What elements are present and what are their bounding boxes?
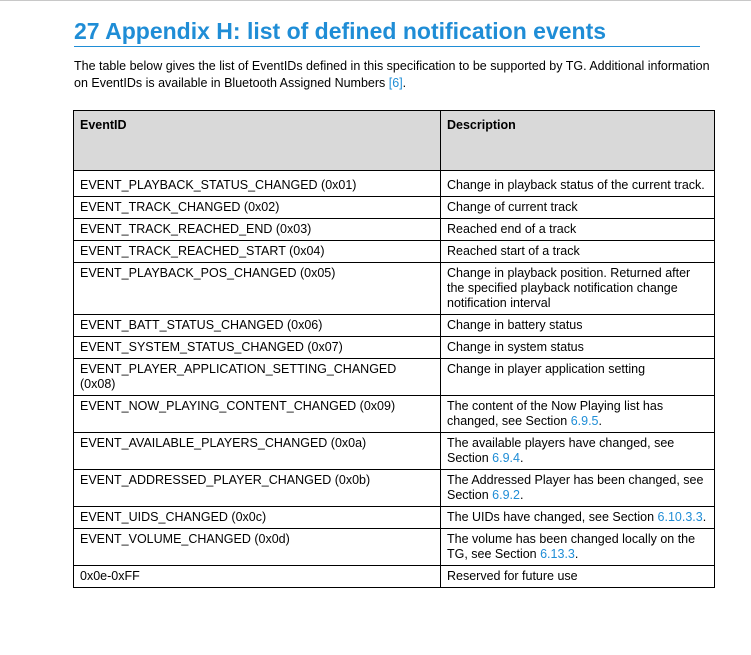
table-row (74, 315, 715, 337)
event-id-cell: EVENT_UIDS_CHANGED (0x0c) (74, 507, 441, 529)
description-cell (441, 470, 715, 507)
intro-paragraph (74, 58, 714, 92)
event-id-cell: EVENT_BATT_STATUS_CHANGED (0x06) (74, 315, 441, 337)
table-row (74, 337, 715, 359)
intro-reference-link[interactable]: [6] (388, 76, 403, 90)
event-id-cell: EVENT_TRACK_REACHED_END (0x03) (74, 219, 441, 241)
event-id-cell: EVENT_TRACK_CHANGED (0x02) (74, 197, 441, 219)
description-cell (441, 359, 715, 396)
event-id-cell: EVENT_ADDRESSED_PLAYER_CHANGED (0x0b) (74, 470, 441, 507)
table-row (74, 241, 715, 263)
page-top-rule (0, 0, 751, 1)
event-id-cell: EVENT_NOW_PLAYING_CONTENT_CHANGED (0x09) (74, 396, 441, 433)
description-text: Reached start of a track (447, 244, 580, 258)
description-end: . (519, 488, 524, 502)
event-id-cell: EVENT_VOLUME_CHANGED (0x0d) (74, 529, 441, 566)
table-row (74, 470, 715, 507)
intro-end: . (402, 76, 407, 90)
table-row (74, 171, 715, 197)
event-id-cell: EVENT_PLAYBACK_POS_CHANGED (0x05) (74, 263, 441, 315)
description-text: Reached end of a track (447, 222, 577, 236)
description-cell (441, 507, 715, 529)
table-row (74, 263, 715, 315)
description-cell (441, 241, 715, 263)
description-cell (441, 219, 715, 241)
header-eventid: EventID (74, 111, 441, 171)
section-reference-link[interactable]: 6.9.2 (492, 488, 520, 502)
description-cell (441, 529, 715, 566)
section-reference-link[interactable]: 6.13.3 (540, 547, 575, 561)
table-row (74, 219, 715, 241)
description-end: . (574, 547, 579, 561)
description-text: Change in player application setting (447, 362, 646, 376)
description-text: The UIDs have changed, see Section (447, 510, 658, 524)
description-end: . (598, 414, 602, 428)
intro-text: The table below gives the list of EventIDs defined in this specification to be supported by TG. Additional information on EventIDs is available in Bluetooth Assigned Numbers (74, 59, 710, 90)
description-cell (441, 433, 715, 470)
event-ids-table (73, 110, 715, 588)
event-id-cell: EVENT_SYSTEM_STATUS_CHANGED (0x07) (74, 337, 441, 359)
table-row (74, 529, 715, 566)
section-reference-link[interactable]: 6.9.5 (570, 414, 599, 428)
section-heading: 27 Appendix H: list of defined notification events (74, 18, 607, 44)
description-end: . (519, 451, 524, 465)
description-end: . (702, 510, 707, 524)
table-row (74, 359, 715, 396)
description-cell (441, 315, 715, 337)
description-cell (441, 396, 715, 433)
description-text: The available players have changed, see Section (447, 436, 675, 465)
description-text: Change in playback position. Returned after the specified playback notification change notification interval (447, 266, 691, 310)
description-cell (441, 263, 715, 315)
table-row (74, 566, 715, 588)
table-row (74, 433, 715, 470)
description-text: The volume has been changed locally on the TG, see Section (447, 532, 696, 561)
description-cell (441, 337, 715, 359)
event-id-cell: EVENT_PLAYBACK_STATUS_CHANGED (0x01) (74, 171, 441, 197)
description-cell (441, 171, 715, 197)
description-text: Change in system status (447, 340, 584, 354)
table-row (74, 197, 715, 219)
description-cell (441, 566, 715, 588)
description-text: The content of the Now Playing list has changed, see Section (447, 399, 664, 428)
event-id-cell: EVENT_PLAYER_APPLICATION_SETTING_CHANGED (0x08) (74, 359, 441, 396)
description-text: Change in playback status of the current track. (447, 178, 705, 192)
description-text: Reserved for future use (447, 569, 578, 583)
table-row (74, 507, 715, 529)
table-row (74, 396, 715, 433)
event-id-cell: EVENT_AVAILABLE_PLAYERS_CHANGED (0x0a) (74, 433, 441, 470)
section-reference-link[interactable]: 6.10.3.3 (657, 510, 703, 524)
header-description: Description (441, 111, 715, 171)
table-header-row (74, 111, 715, 171)
description-text: Change in battery status (447, 318, 583, 332)
description-cell (441, 197, 715, 219)
section-reference-link[interactable]: 6.9.4 (492, 451, 520, 465)
description-text: The Addressed Player has been changed, see Section (447, 473, 704, 502)
description-text: Change of current track (447, 200, 578, 214)
heading-underline (74, 46, 700, 47)
event-id-cell: EVENT_TRACK_REACHED_START (0x04) (74, 241, 441, 263)
event-id-cell: 0x0e-0xFF (74, 566, 441, 588)
